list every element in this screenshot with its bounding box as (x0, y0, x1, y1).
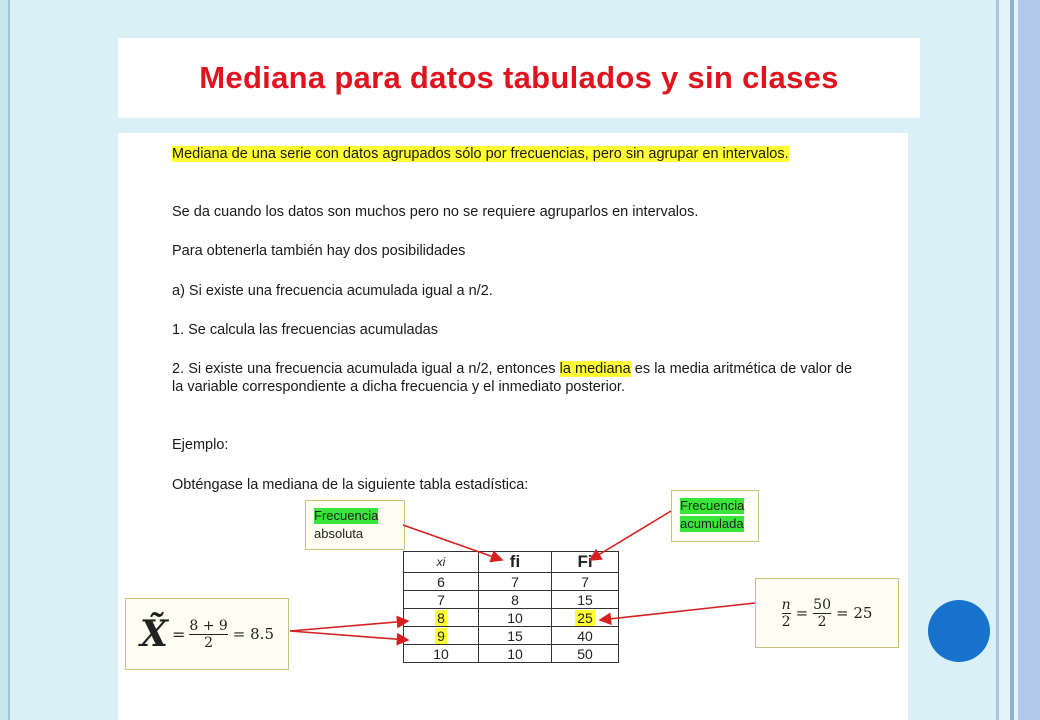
fifty-denominator: 2 (817, 613, 827, 630)
cumulative-frequency-label-1: Frecuencia (680, 498, 745, 513)
cumulative-frequency-label-2: acumulada (680, 516, 744, 531)
arrow-median-to-9 (290, 631, 408, 640)
arrow-median-to-8 (290, 621, 408, 631)
header-x: xi (404, 552, 479, 573)
left-edge-decoration (0, 0, 10, 720)
n-over-2-fraction (782, 597, 791, 630)
paragraph-6: Ejemplo: (172, 437, 229, 453)
cell-F: 40 (552, 627, 619, 645)
paragraph-5-start: 2. Si existe una frecuencia acumulada igual a n/2, entonces (172, 361, 556, 377)
arrow-cumulative-frequency (590, 511, 671, 560)
median-symbol: X̃ (140, 613, 168, 655)
paragraph-7: Obténgase la mediana de la siguiente tabla estadística: (172, 477, 529, 493)
slide-title: Mediana para datos tabulados y sin clases (199, 60, 839, 95)
median-denominator: 2 (204, 634, 214, 651)
n-denominator: 2 (781, 613, 791, 630)
right-edge-decoration (996, 0, 1040, 720)
cell-x: 7 (404, 591, 479, 609)
paragraph-1: Se da cuando los datos son muchos pero no se requiere agruparlos en intervalos. (172, 204, 699, 220)
median-result: = 8.5 (232, 625, 274, 643)
slide-nav-circle[interactable] (928, 600, 990, 662)
cell-f: 8 (479, 591, 552, 609)
cell-x: 6 (404, 573, 479, 591)
cell-x-highlighted: 8 (404, 609, 479, 627)
cell-f: 10 (479, 609, 552, 627)
paragraph-3: a) Si existe una frecuencia acumulada igual a n/2. (172, 283, 493, 299)
half-result: = 25 (836, 604, 873, 622)
slide-title-box (118, 38, 920, 118)
fifty-numerator: 50 (813, 596, 831, 613)
fifty-over-2-fraction (813, 597, 831, 630)
median-numerator: 8 + 9 (189, 617, 228, 634)
arrow-half-to-25 (600, 603, 755, 620)
half-equals: = (795, 604, 809, 622)
absolute-frequency-label-2: absoluta (314, 526, 364, 541)
cell-f: 15 (479, 627, 552, 645)
intro-highlight: Mediana de una serie con datos agrupados sólo por frecuencias, pero sin agrupar en intervalos. (172, 146, 789, 162)
median-highlight: la mediana (559, 361, 631, 377)
median-fraction (189, 618, 227, 651)
cell-f: 10 (479, 645, 552, 663)
header-F: Fi (552, 552, 619, 573)
paragraph-4: 1. Se calcula las frecuencias acumuladas (172, 322, 438, 338)
arrow-absolute-frequency (403, 525, 502, 560)
cell-F: 50 (552, 645, 619, 663)
cell-F-highlighted: 25 (552, 609, 619, 627)
median-equals: = (171, 624, 186, 644)
absolute-frequency-label-1: Frecuencia (314, 508, 379, 523)
n-numerator: n (781, 596, 791, 613)
paragraph-2: Para obtenerla también hay dos posibilidades (172, 243, 466, 259)
document-image (118, 133, 908, 720)
cell-x: 10 (404, 645, 479, 663)
cell-F: 15 (552, 591, 619, 609)
paragraph-5-end: es la media aritmética de valor de la variable correspondiente a dicha frecuencia y el inmediato posterior. (172, 361, 853, 395)
cell-F: 7 (552, 573, 619, 591)
cell-f: 7 (479, 573, 552, 591)
half-n-formula-box (755, 578, 899, 648)
cell-x-highlighted: 9 (404, 627, 479, 645)
header-f: fi (479, 552, 552, 573)
median-formula-box (125, 598, 289, 670)
